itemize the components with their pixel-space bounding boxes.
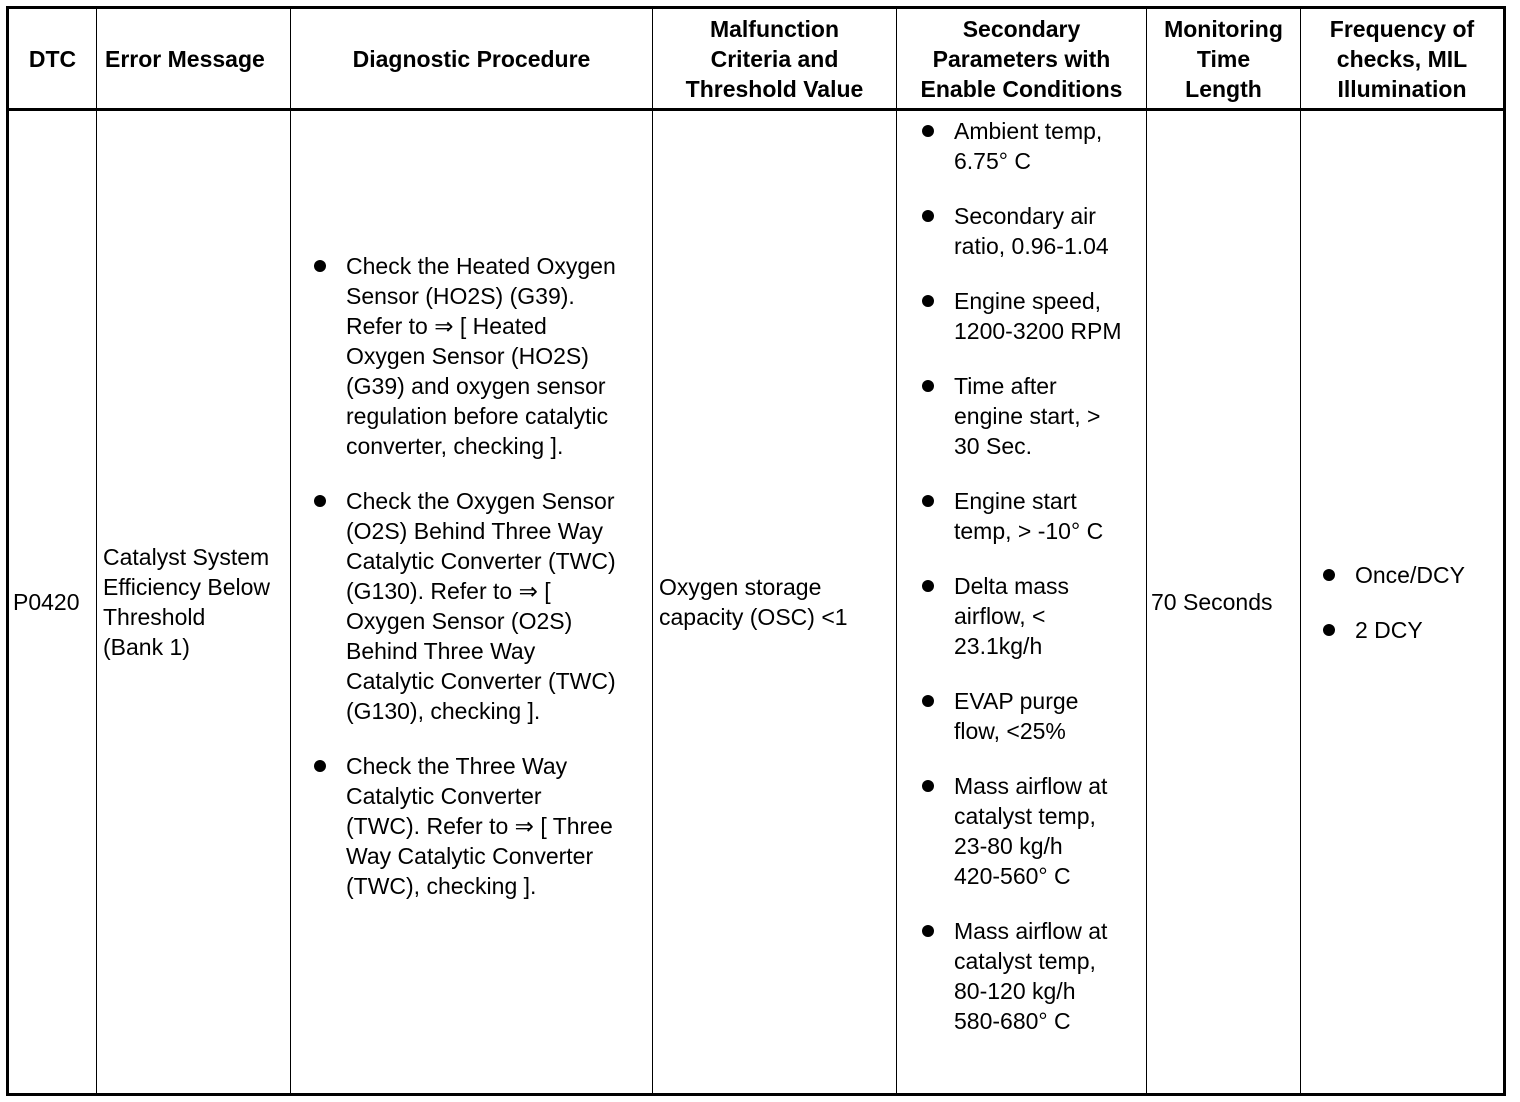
malfunction-line: capacity (OSC) <1 [659,604,848,630]
header-line: Frequency of [1329,15,1475,42]
cell-diagnostic-procedure [306,111,652,1093]
procedure-item: Check the Heated Oxygen Sensor (HO2S) (G39). Refer to ⇒ [ Heated Oxygen Sensor (HO2S) (G39) and oxygen sensor regulation before catalytic converter, checking ]. [306,251,652,461]
cell-error-message [103,111,290,1093]
dtc-code: P0420 [13,589,80,615]
monitoring-time-value: 70 Seconds [1151,589,1273,615]
header-error-message: Error Message [105,45,265,72]
frequency-item: Once/DCY [1315,560,1503,590]
header-line: Monitoring [1164,15,1283,42]
column-divider [290,9,291,1093]
error-message-line: Catalyst System [103,544,270,570]
column-divider [896,9,897,1093]
procedure-list [306,251,652,901]
cell-dtc [13,111,96,1093]
procedure-item: Check the Three Way Catalytic Converter (TWC). Refer to ⇒ [ Three Way Catalytic Converter (TWC), checking ]. [306,751,652,901]
column-divider [96,9,97,1093]
frequency-list [1315,560,1503,645]
column-divider [1146,9,1147,1093]
malfunction-line: Oxygen storage [659,574,822,600]
cell-monitoring-time [1151,111,1300,1093]
cell-secondary-parameters [914,111,1146,1093]
dtc-table [6,6,1506,1096]
header-line: Time [1196,45,1251,72]
header-line: Enable Conditions [920,75,1123,102]
secondary-parameter-item: Engine start temp, > -10° C [914,486,1146,546]
header-monitoring-time [1147,9,1300,108]
frequency-item: 2 DCY [1315,615,1503,645]
header-line: Secondary [962,15,1081,42]
header-line: Length [1185,75,1262,102]
header-line: Criteria and [710,45,839,72]
secondary-parameter-item: Mass airflow at catalyst temp, 23-80 kg/h 420-560° C [914,771,1146,891]
header-diagnostic-procedure: Diagnostic Procedure [352,45,591,72]
header-line: Parameters with [932,45,1111,72]
error-message-line: (Bank 1) [103,634,190,660]
secondary-parameter-item: Time after engine start, > 30 Sec. [914,371,1146,461]
secondary-parameter-item: Ambient temp, 6.75° C [914,116,1146,176]
header-dtc: DTC [28,45,77,72]
column-divider [1300,9,1301,1093]
error-message-line: Threshold [103,604,206,630]
secondary-parameter-item: EVAP purge flow, <25% [914,686,1146,746]
error-message-line: Efficiency Below [103,574,271,600]
procedure-item: Check the Oxygen Sensor (O2S) Behind Three Way Catalytic Converter (TWC) (G130). Refer to ⇒ [ Oxygen Sensor (O2S) Behind Three Way Catalytic Converter (TWC) (G130), checking ]. [306,486,652,726]
secondary-parameter-item: Engine speed, 1200-3200 RPM [914,286,1146,346]
secondary-parameter-item: Secondary air ratio, 0.96-1.04 [914,201,1146,261]
cell-malfunction-criteria [659,111,896,1093]
secondary-parameter-item: Mass airflow at catalyst temp, 80-120 kg/h 580-680° C [914,916,1146,1036]
header-frequency [1301,9,1503,108]
column-divider [652,9,653,1093]
header-line: Threshold Value [685,75,864,102]
secondary-parameter-list [914,116,1146,1036]
cell-frequency [1315,111,1503,1093]
secondary-parameter-item: Delta mass airflow, < 23.1kg/h [914,571,1146,661]
header-malfunction-criteria [653,9,896,108]
header-line: checks, MIL [1336,45,1468,72]
header-line: Malfunction [709,15,840,42]
header-line: Illumination [1337,75,1467,102]
header-secondary-parameters [897,9,1146,108]
